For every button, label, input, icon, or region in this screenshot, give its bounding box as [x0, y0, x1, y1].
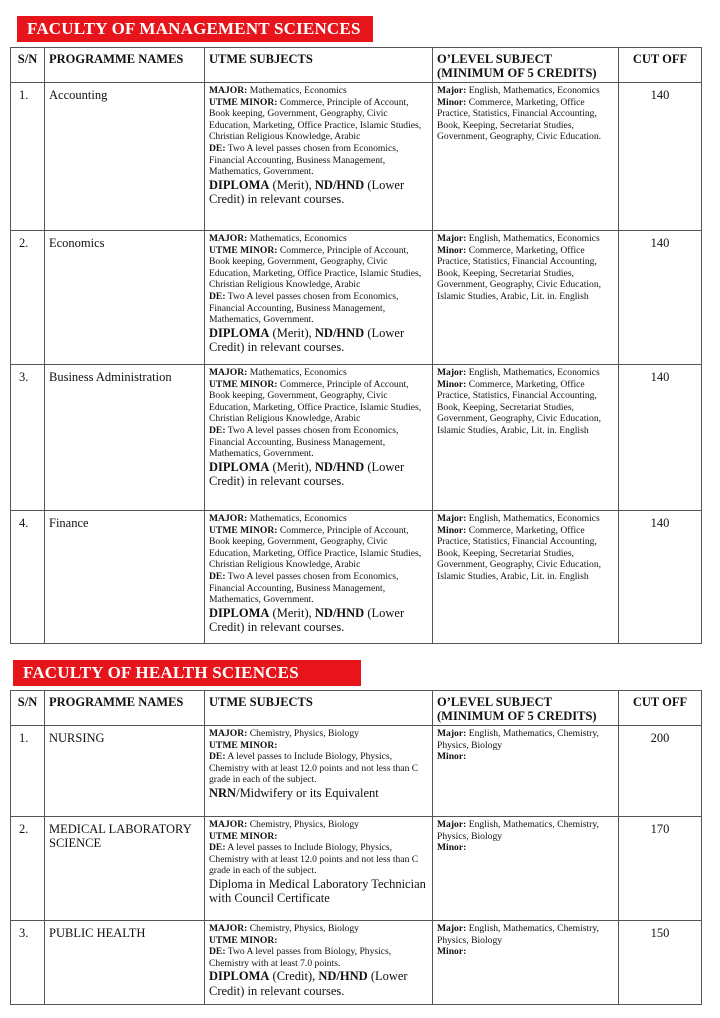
- extra-qualification-text: Diploma in Medical Laboratory Technician with Council Certificate: [209, 876, 426, 906]
- diploma-line: [209, 460, 428, 489]
- olevel-subjects-cell: [433, 365, 619, 511]
- utme-major-text: Mathematics, Economics: [249, 233, 347, 244]
- utme-minor-label: UTME MINOR:: [209, 524, 278, 536]
- utme-major-label: MAJOR:: [209, 367, 248, 378]
- programme-name: PUBLIC HEALTH: [45, 921, 205, 1005]
- row-sn: 3.: [11, 365, 45, 511]
- extra-qualification-bold: NRN: [209, 785, 237, 800]
- utme-subjects-cell: [205, 817, 433, 921]
- olevel-major-text: English, Mathematics, Chemistry, Physics, Biology: [437, 923, 599, 946]
- extra-qualification-line: [209, 786, 428, 801]
- table-row: [11, 83, 702, 231]
- diploma-line: [209, 326, 428, 355]
- diploma-label: DIPLOMA: [209, 459, 270, 474]
- olevel-minor-text: Commerce, Marketing, Office Practice, Statistics, Financial Accounting, Book, Keeping, Secretariat Studies, Government, Geography, Civic Education, Islamic Studies, Arabic, Lit. in. English: [437, 378, 602, 436]
- utme-subjects-cell: [205, 726, 433, 817]
- header-programme: PROGRAMME NAMES: [45, 691, 205, 726]
- table-row: [11, 231, 702, 365]
- olevel-major-text: English, Mathematics, Chemistry, Physics, Biology: [437, 728, 599, 751]
- programme-name: Finance: [45, 511, 205, 644]
- cutoff-value: 150: [619, 921, 702, 1005]
- diploma-rest: (Lower Credit) in relevant courses.: [209, 969, 408, 998]
- extra-qualification-text: /Midwifery or its Equivalent: [236, 785, 379, 800]
- header-olevel-line2: (MINIMUM OF 5 CREDITS): [437, 66, 597, 80]
- header-olevel-line1: O’LEVEL SUBJECT: [437, 695, 552, 709]
- utme-minor-label: UTME MINOR:: [209, 739, 278, 751]
- row-sn: 3.: [11, 921, 45, 1005]
- olevel-minor-label: Minor:: [437, 378, 467, 390]
- olevel-minor-label: Minor:: [437, 842, 467, 854]
- table-header-row: [11, 48, 702, 83]
- header-utme: UTME SUBJECTS: [205, 691, 433, 726]
- de-label: DE:: [209, 570, 226, 582]
- olevel-minor-text: Commerce, Marketing, Office Practice, Statistics, Financial Accounting, Book, Keeping, Secretariat Studies, Government, Geography, Civic Education, Islamic Studies, Arabic, Lit. in. English: [437, 524, 602, 582]
- olevel-minor-label: Minor:: [437, 96, 467, 108]
- de-label: DE:: [209, 946, 226, 958]
- olevel-major-text: English, Mathematics, Economics: [468, 513, 600, 524]
- diploma-grade: (Merit),: [272, 177, 312, 192]
- olevel-major-text: English, Mathematics, Economics: [468, 233, 600, 244]
- diploma-rest: (Lower Credit) in relevant courses.: [209, 459, 405, 489]
- health-programmes-table: [10, 690, 702, 1005]
- de-text: A level passes to Include Biology, Physics, Chemistry with at least 12.0 points and not less than C grade in each of the subject.: [209, 751, 419, 786]
- utme-major-label: MAJOR:: [209, 923, 248, 934]
- header-cutoff: CUT OFF: [619, 691, 702, 726]
- utme-major-text: Chemistry, Physics, Biology: [249, 819, 359, 830]
- olevel-minor-label: Minor:: [437, 244, 467, 256]
- olevel-minor-text: Commerce, Marketing, Office Practice, Statistics, Financial Accounting, Book, Keeping, Secretariat Studies, Government, Geography, Civic Education, Islamic Studies, Arabic, Lit. in. English: [437, 244, 602, 302]
- olevel-major-label: Major:: [437, 513, 467, 524]
- diploma-grade: (Merit),: [272, 325, 312, 340]
- cutoff-value: 170: [619, 817, 702, 921]
- utme-subjects-cell: [205, 365, 433, 511]
- de-label: DE:: [209, 751, 226, 763]
- de-text: Two A level passes chosen from Economics, Financial Accounting, Business Management, Mathematics, Government.: [209, 142, 399, 178]
- olevel-major-label: Major:: [437, 233, 467, 244]
- faculty-title-banner: FACULTY OF MANAGEMENT SCIENCES: [17, 16, 373, 42]
- diploma-grade: (Credit),: [272, 969, 316, 984]
- diploma-grade: (Merit),: [272, 459, 312, 474]
- de-text: Two A level passes from Biology, Physics, Chemistry with at least 7.0 points.: [209, 946, 392, 969]
- header-cutoff: CUT OFF: [619, 48, 702, 83]
- utme-major-label: MAJOR:: [209, 513, 248, 524]
- diploma-label: DIPLOMA: [209, 605, 270, 620]
- row-sn: 2.: [11, 817, 45, 921]
- de-text: Two A level passes chosen from Economics, Financial Accounting, Business Management, Mathematics, Government.: [209, 570, 399, 606]
- utme-major-text: Chemistry, Physics, Biology: [249, 728, 359, 739]
- utme-minor-label: UTME MINOR:: [209, 378, 278, 390]
- olevel-major-label: Major:: [437, 85, 467, 96]
- utme-major-label: MAJOR:: [209, 819, 248, 830]
- olevel-major-label: Major:: [437, 819, 467, 830]
- table-row: [11, 921, 702, 1005]
- utme-minor-text: Commerce, Principle of Account, Book keeping, Government, Geography, Civic Education, Marketing, Office Practice, Islamic Studies, Christian Religious Knowledge, Arabic: [209, 244, 422, 291]
- programme-name: NURSING: [45, 726, 205, 817]
- de-label: DE:: [209, 290, 226, 302]
- diploma-rest: (Lower Credit) in relevant courses.: [209, 325, 405, 355]
- cutoff-value: 140: [619, 511, 702, 644]
- de-label: DE:: [209, 842, 226, 854]
- row-sn: 2.: [11, 231, 45, 365]
- utme-minor-text: Commerce, Principle of Account, Book keeping, Government, Geography, Civic Education, Marketing, Office Practice, Islamic Studies, Christian Religious Knowledge, Arabic: [209, 524, 422, 571]
- row-sn: 1.: [11, 83, 45, 231]
- diploma-label: DIPLOMA: [209, 969, 270, 984]
- utme-minor-label: UTME MINOR:: [209, 934, 278, 946]
- programme-name: Accounting: [45, 83, 205, 231]
- utme-major-label: MAJOR:: [209, 85, 248, 96]
- table-header-row: [11, 691, 702, 726]
- utme-major-label: MAJOR:: [209, 233, 248, 244]
- olevel-minor-label: Minor:: [437, 524, 467, 536]
- diploma-nd-label: ND/HND: [314, 459, 365, 474]
- programme-name: Economics: [45, 231, 205, 365]
- header-olevel: [433, 691, 619, 726]
- olevel-major-text: English, Mathematics, Economics: [468, 85, 600, 96]
- olevel-subjects-cell: [433, 231, 619, 365]
- utme-major-text: Chemistry, Physics, Biology: [249, 923, 359, 934]
- de-text: A level passes to Include Biology, Physics, Chemistry with at least 12.0 points and not less than C grade in each of the subject.: [209, 842, 419, 877]
- header-olevel-line2: (MINIMUM OF 5 CREDITS): [437, 709, 597, 723]
- cutoff-value: 140: [619, 365, 702, 511]
- diploma-line: [209, 969, 428, 998]
- olevel-minor-label: Minor:: [437, 751, 467, 763]
- faculty-title-banner: FACULTY OF HEALTH SCIENCES: [13, 660, 361, 686]
- programme-name: MEDICAL LABORATORY SCIENCE: [45, 817, 205, 921]
- header-sn: S/N: [11, 48, 45, 83]
- cutoff-value: 140: [619, 231, 702, 365]
- utme-subjects-cell: [205, 83, 433, 231]
- header-utme: UTME SUBJECTS: [205, 48, 433, 83]
- olevel-major-text: English, Mathematics, Economics: [468, 367, 600, 378]
- de-label: DE:: [209, 424, 226, 436]
- diploma-line: [209, 606, 428, 635]
- utme-major-text: Mathematics, Economics: [249, 367, 347, 378]
- utme-subjects-cell: [205, 511, 433, 644]
- utme-minor-label: UTME MINOR:: [209, 96, 278, 108]
- utme-subjects-cell: [205, 921, 433, 1005]
- olevel-subjects-cell: [433, 817, 619, 921]
- table-row: [11, 726, 702, 817]
- diploma-line: [209, 178, 428, 207]
- de-text: Two A level passes chosen from Economics, Financial Accounting, Business Management, Mathematics, Government.: [209, 290, 399, 326]
- diploma-nd-label: ND/HND: [318, 969, 368, 984]
- olevel-major-text: English, Mathematics, Chemistry, Physics, Biology: [437, 819, 599, 842]
- olevel-subjects-cell: [433, 511, 619, 644]
- diploma-nd-label: ND/HND: [314, 605, 365, 620]
- header-olevel-line1: O’LEVEL SUBJECT: [437, 52, 552, 66]
- olevel-subjects-cell: [433, 726, 619, 817]
- diploma-rest: (Lower Credit) in relevant courses.: [209, 177, 405, 207]
- utme-subjects-cell: [205, 231, 433, 365]
- olevel-minor-text: Commerce, Marketing, Office Practice, Statistics, Financial Accounting, Book, Keeping, Secretariat Studies, Government, Geography, Civic Education.: [437, 96, 602, 143]
- utme-major-label: MAJOR:: [209, 728, 248, 739]
- de-text: Two A level passes chosen from Economics, Financial Accounting, Business Management, Mathematics, Government.: [209, 424, 399, 460]
- header-programme: PROGRAMME NAMES: [45, 48, 205, 83]
- table-row: [11, 365, 702, 511]
- utme-minor-label: UTME MINOR:: [209, 830, 278, 842]
- diploma-grade: (Merit),: [272, 605, 312, 620]
- cutoff-value: 200: [619, 726, 702, 817]
- table-row: [11, 511, 702, 644]
- utme-minor-label: UTME MINOR:: [209, 244, 278, 256]
- diploma-label: DIPLOMA: [209, 177, 270, 192]
- olevel-major-label: Major:: [437, 923, 467, 934]
- olevel-minor-label: Minor:: [437, 946, 467, 958]
- header-sn: S/N: [11, 691, 45, 726]
- diploma-nd-label: ND/HND: [314, 325, 365, 340]
- olevel-major-label: Major:: [437, 728, 467, 739]
- programme-name: Business Administration: [45, 365, 205, 511]
- row-sn: 4.: [11, 511, 45, 644]
- diploma-nd-label: ND/HND: [314, 177, 365, 192]
- olevel-major-label: Major:: [437, 367, 467, 378]
- utme-minor-text: Commerce, Principle of Account, Book keeping, Government, Geography, Civic Education, Marketing, Office Practice, Islamic Studies, Christian Religious Knowledge, Arabic: [209, 96, 422, 143]
- utme-minor-text: Commerce, Principle of Account, Book keeping, Government, Geography, Civic Education, Marketing, Office Practice, Islamic Studies, Christian Religious Knowledge, Arabic: [209, 378, 422, 425]
- diploma-label: DIPLOMA: [209, 325, 270, 340]
- cutoff-value: 140: [619, 83, 702, 231]
- table-row: [11, 817, 702, 921]
- utme-major-text: Mathematics, Economics: [249, 85, 347, 96]
- header-olevel: [433, 48, 619, 83]
- olevel-subjects-cell: [433, 83, 619, 231]
- management-programmes-table: [10, 47, 702, 644]
- row-sn: 1.: [11, 726, 45, 817]
- diploma-rest: (Lower Credit) in relevant courses.: [209, 605, 405, 635]
- olevel-subjects-cell: [433, 921, 619, 1005]
- de-label: DE:: [209, 142, 226, 154]
- utme-major-text: Mathematics, Economics: [249, 513, 347, 524]
